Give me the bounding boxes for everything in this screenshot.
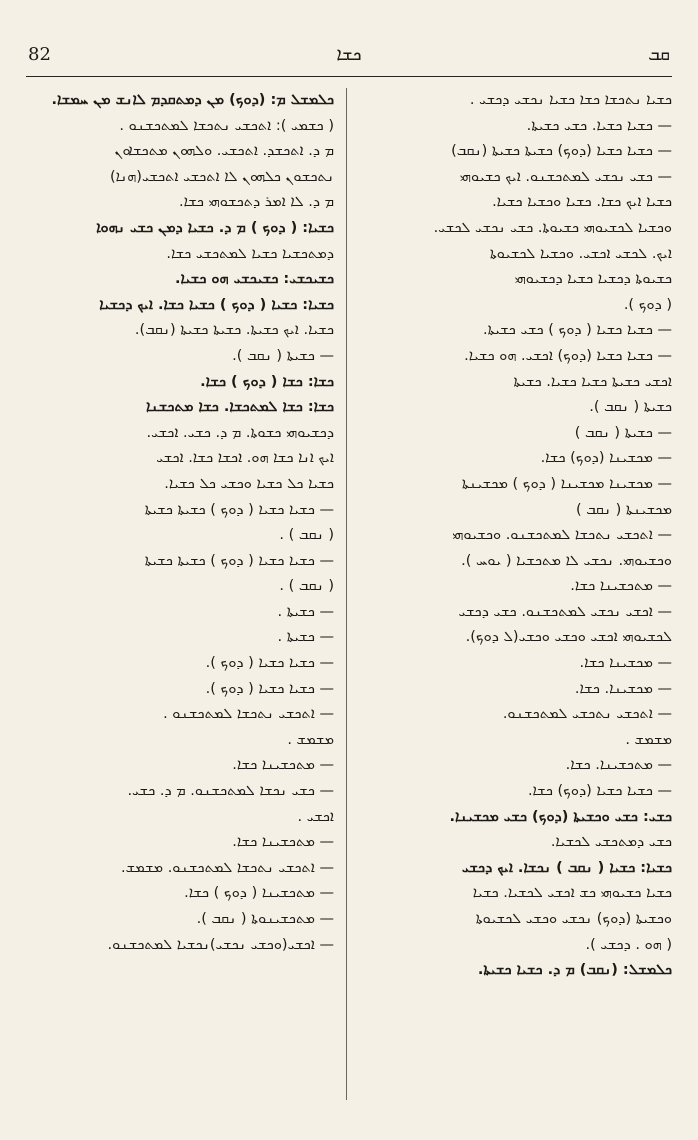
entry-line: — ܟܫܝ ܢܟܫܝ ܠܡܬܟܫܢܘ. ܐܝܟ ܟܫܝܘܗܝ: [459, 168, 672, 185]
sub-entry: — ܐܬܟܫܝ ܢܬܟܫܐ ܠܡܬܟܫܢܘ. ܡܫܡܫ.: [121, 859, 334, 876]
entry-line: ܟܫܝܐ ܐܝܟ ܟܫܐ. ܟܫܝܐ ܘܟܫܝܐ ܟܫܝܐ.: [492, 194, 672, 211]
sub-entry: — ܟܫܝܬܐ .: [277, 603, 334, 620]
entry-line: ܢܬܟܫܘܢ ܟܠܗܘܢ ܠܐ ܐܬܟܫܝ ܐܬܟܫܝ(ܗܢܐ): [109, 168, 334, 185]
sub-entry: — ܐܬܟܫܝ ܢܬܟܫܝ ܠܡܬܟܫܢܘ.: [502, 706, 672, 723]
sub-entry: — ܟܫܝܐ ܟܫܝܐ ( ܕܘܟ ) ܟܫܝܬܐ ܟܫܝܬܐ: [144, 552, 334, 569]
entry-line: ܐܝܟ ܐܢܐ ܟܫܐ ܗܘ. ܐܟܫܐ ܟܫܐ. ܐܟܫܝ: [156, 450, 334, 467]
sub-entry: — ܡܬܟܫܝܢܐ ܟܫܐ.: [232, 757, 334, 774]
entry-line: ܟܫܝܐ ܟܠ ܟܫܝܐ ܘܟܫܝ ܟܠ ܟܫܝܐ.: [164, 475, 334, 492]
entry-line: ( ܢܩܒ ) .: [279, 527, 334, 544]
dictionary-entry: ܟܫܝܐ: ܟܫܝܐ ( ܢܩܒ ) ܢܟܫܐ. ܐܝܟ ܕܟܫܝ: [461, 859, 672, 876]
dictionary-entry: ܟܠܡܫܠ ܡ: (ܕܘܟ) ܡܢ ܕܡܬܩܕܡ ܠܐܢܫ ܡܢ ܚܡܫܐ.: [51, 92, 334, 108]
entry-line: ܟܫܝ ܕܡܬܟܫܝ ܠܟܫܝܐ.: [550, 834, 672, 851]
dictionary-entry: ܟܫܝ: ܟܫܝ ܘܟܫܝܬܐ (ܕܘܟ) ܟܫܝ ܡܟܫܝܢܐ.: [449, 808, 672, 825]
entry-line: ܟܫܝܐ ܟܫܝܘܗܝ ܟܫ ܐܟܫܝ ܠܟܫܝܐ. ܟܫܝܐ: [472, 885, 672, 902]
sub-entry: — ܟܫܝܐ ܟܫܝܐ (ܕܘܟ) ܟܫܝܬܐ ܟܫܝܬܐ (ܢܩܒ): [451, 143, 672, 160]
entry-line: ܡ ܕ. ܠܐ ܐܡܪ ܕܬܟܫܘܗܝ ܟܫܐ.: [179, 194, 334, 211]
entry-line: ( ܢܩܒ ) .: [279, 578, 334, 595]
sub-entry: — ܟܫܝܐ ܟܫܝܐ ( ܕܘܟ ) ܟܫܝ ܟܫܝܬܐ.: [483, 322, 672, 339]
sub-entry: — ܡܬܟܫܝܢܐ ܟܫܐ.: [232, 834, 334, 851]
page-number: 82: [28, 44, 51, 65]
entry-line: ܘܟܫܝܬܐ (ܕܘܟ) ܢܟܫܝ ܘܟܫܝ ܠܟܫܝܘܬܐ: [475, 911, 672, 927]
entry-line: ܐܟܫܝ .: [297, 808, 334, 825]
dictionary-entry: ܟܫܐ: ܟܫܐ ( ܕܘܟ ) ܟܫܐ.: [200, 373, 334, 390]
entry-line: ܟܫܝܘܬܐ ܕܟܫܝܐ ܟܫܝܐ ܕܟܫܝܘܗܝ: [514, 271, 672, 288]
dictionary-entry: ܟܫܝܐ: ܟܫܝܐ ( ܕܘܟ ) ܟܫܝܐ ܟܫܐ. ܐܝܟ ܕܟܫܝܐ: [99, 296, 334, 313]
entry-line: ܘܟܫܝܐ ܠܟܫܝܘܗܝ ܟܫܝܘܬܐ. ܟܫܝ ܢܟܫܝ ܠܟܫܝ.: [433, 219, 672, 236]
sub-entry: — ܟܫܝܐ ܟܫܝܐ. ܟܫܝ ܟܫܝܬܐ.: [526, 117, 672, 134]
column-divider: [346, 88, 347, 1100]
entry-line: ( ܟܫܡܝ ): ܐܬܟܫܝ ܢܬܟܫܐ ܠܡܬܟܫܢܘ .: [119, 117, 334, 134]
right-column: [362, 88, 672, 984]
dictionary-entry: ܟܫܝܐ: ( ܕܘܟ ) ܡ ܕ. ܟܫܝܐ ܕܡܢ ܟܫܝ ܢܗܘܐ: [96, 219, 334, 236]
corner-head: ܩܒ: [648, 44, 670, 65]
sub-entry: — ܟܫܝܐ ܟܫܝܐ (ܕܘܟ) ܟܫܐ.: [527, 783, 672, 800]
sub-entry: — ܟܫܝܐ ܟܫܝܐ ( ܕܘܟ ).: [205, 655, 334, 672]
sub-entry: — ܟܫܝܐ ܟܫܝܐ ( ܕܘܟ ).: [205, 680, 334, 697]
sub-entry: — ܟܫܝܬܐ .: [277, 629, 334, 646]
sub-entry: — ܟܫܝܐ ܟܫܝܐ ( ܕܘܟ ) ܟܫܝܬܐ ܟܫܝܬܐ: [144, 501, 334, 518]
entry-line: ܕܡܬܟܫܝܐ ܟܫܝܐ ܠܡܬܟܫܝ ܟܫܐ.: [166, 245, 334, 262]
entry-line: ܕܟܫܝܘܗܝ ܟܫܘܬܐ. ܡ ܕ. ܟܫܝ. ܐܟܫܝ.: [146, 424, 334, 441]
entry-line: ܡܫܡܫ .: [625, 731, 672, 748]
sub-entry: — ܟܫܝܬܐ ( ܢܩܒ ).: [232, 347, 334, 364]
entry-line: ( ܗܘ . ܕܟܫܝ ).: [585, 936, 672, 953]
sub-entry: — ܐܟܫܝ ܢܟܫܝ ܠܡܬܟܫܢܘ. ܟܫܝ ܕܟܫܝ: [458, 603, 672, 620]
sub-entry: — ܡܬܟܫܝܢܘܬܐ ( ܢܩܒ ).: [196, 911, 334, 927]
sub-entry: — ܟܫܝܐ ܟܫܝܐ (ܕܘܟ) ܐܟܫܝ. ܗܘ ܟܫܝܐ.: [464, 347, 672, 364]
entry-line: ( ܕܘܟ ).: [623, 296, 672, 313]
entry-line: ܟܫܝܐ ܢܬܟܫܐ ܟܫܐ ܟܫܝܐ ܢܟܫܝ ܕܟܫܝ .: [469, 92, 672, 108]
entry-line: ܡܫܡܫ .: [287, 731, 334, 748]
entry-line: ܡܟܫܝܢܬܐ ( ܢܩܒ ): [575, 501, 672, 518]
sub-entry: — ܐܟܫܝ(ܘܟܫܝ ܢܟܫܝ)ܢܟܫܝܐ ܠܡܬܟܫܢܘ.: [107, 936, 334, 953]
entry-line: ܟܫܝܬܐ ( ܢܩܒ ).: [589, 399, 672, 416]
sub-entry: — ܐܬܟܫܝ ܢܬܟܫܐ ܠܡܬܟܫܢܘ .: [163, 706, 334, 723]
sub-entry: — ܡܬܟܫܝܢܐ. ܟܫܐ.: [565, 757, 672, 774]
entry-line: ܠܟܫܝܘܗܝ ܐܟܫܝ ܘܟܫܝ ܘܟܫܝ(ܠ ܕܘܟ).: [465, 629, 672, 646]
header-rule: [26, 76, 672, 77]
sub-entry: — ܡܬܟܫܝܢܐ ܟܫܐ.: [570, 578, 672, 595]
sub-entry: — ܐܬܟܫܝ ܢܬܟܫܐ ܠܡܬܟܫܢܘ. ܘܟܫܝܘܗܝ: [452, 527, 672, 544]
sub-entry: — ܡܟܫܝܢܐ ܡܟܫܝܢܐ ( ܕܘܟ ) ܡܟܫܝܢܬܐ: [461, 475, 672, 492]
sub-entry: — ܡܟܫܝܢܐ (ܕܘܟ) ܟܫܐ.: [540, 450, 672, 467]
entry-line: ܡ ܕ. ܐܬܟܫܕ. ܐܬܟܫܝ. ܘܠܗܘܢ ܡܬܟܫܐܘܢ: [114, 143, 334, 160]
sub-entry: — ܟܫܝܬܐ ( ܢܩܒ ): [574, 424, 672, 441]
dictionary-entry: ܟܠܡܫܠ: (ܢܩܒ) ܡ ܕ. ܟܫܝܐ ܟܫܝܬܐ.: [477, 962, 672, 979]
entry-line: ܘܟܫܝܘܗܝ. ܢܟܫܝ ܠܐ ܡܬܟܫܝܐ ( ܝܘܚ ).: [461, 552, 672, 569]
dictionary-entry: ܟܫܐ: ܟܫܐ ܠܡܬܟܫܐ. ܟܫܐ ܡܬܟܫܢܐ: [145, 399, 334, 416]
entry-line: ܐܝܟ. ܠܟܫܝ ܐܟܫܝ. ܘܟܫܝܐ ܠܟܫܝܘܬܐ: [489, 245, 672, 262]
page-header: [28, 44, 670, 72]
sub-entry: — ܡܟܫܝܢܐ. ܟܫܐ.: [574, 680, 672, 697]
entry-line: ܟܫܝܐ. ܐܝܟ ܟܫܝܬܐ. ܟܫܝܬܐ ܟܫܝܬܐ (ܢܩܒ).: [134, 322, 334, 339]
sub-entry: — ܡܟܫܝܢܐ ܟܫܐ.: [579, 655, 672, 672]
sub-entry: — ܟܫܝ ܢܟܫܐ ܠܡܬܟܫܢܘ. ܡ ܕ. ܟܫܝ.: [127, 783, 334, 800]
entry-line: ܐܟܫܝ ܟܫܝܬܐ ܟܫܝܐ ܟܫܝܐ. ܟܫܝܬܐ: [513, 373, 672, 390]
left-column: [24, 88, 334, 958]
sub-entry: — ܡܬܟܫܝܢܐ ( ܕܘܟ ) ܟܫܐ.: [184, 885, 334, 902]
running-head: ܟܫܐ: [336, 44, 362, 65]
dictionary-entry: ܟܫܝܟܫܝ: ܟܫܝܟܫܝ ܗܘ ܟܫܝܐ.: [174, 271, 334, 288]
